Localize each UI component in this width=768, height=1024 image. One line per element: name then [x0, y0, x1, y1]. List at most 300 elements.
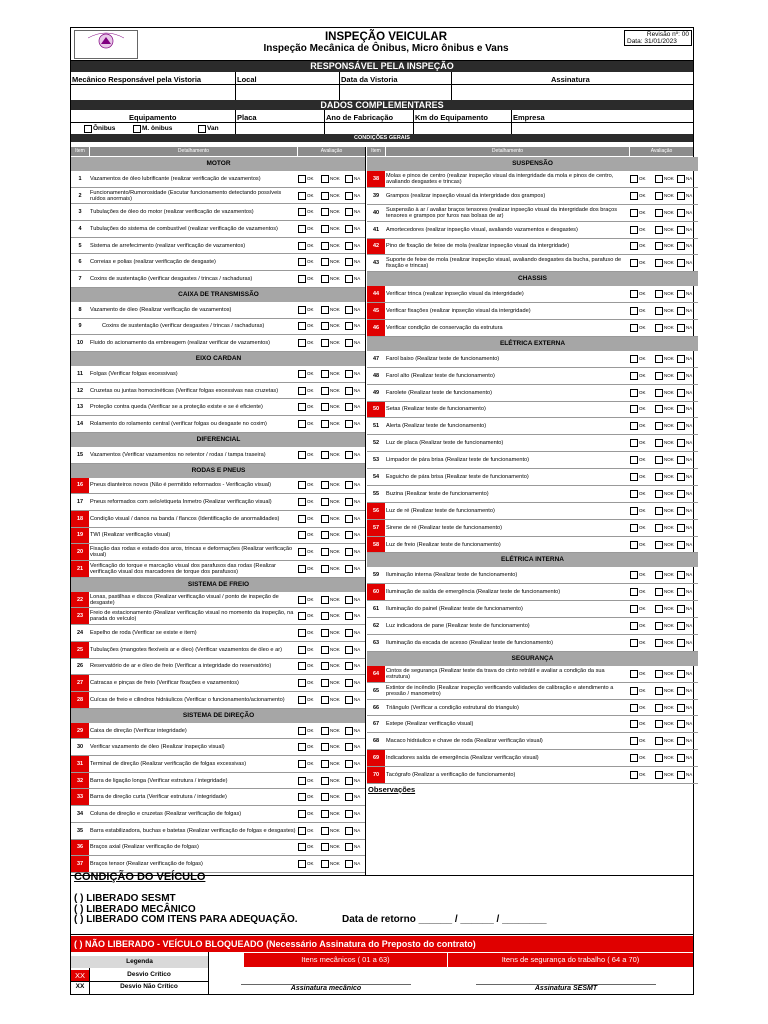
na-checkbox[interactable]: [345, 403, 353, 411]
na-checkbox[interactable]: [345, 662, 353, 670]
ok-checkbox[interactable]: [298, 339, 306, 347]
nok-label: NOK: [664, 755, 674, 761]
item-number: 52: [372, 440, 380, 447]
nok-checkbox[interactable]: [655, 737, 663, 745]
na-checkbox[interactable]: [677, 670, 685, 678]
nok-label: NOK: [330, 744, 340, 750]
ok-checkbox[interactable]: [630, 242, 638, 250]
ok-checkbox[interactable]: [298, 596, 306, 604]
na-checkbox[interactable]: [677, 307, 685, 315]
ok-checkbox[interactable]: [298, 679, 306, 687]
nok-checkbox[interactable]: [321, 596, 329, 604]
checklist-row: [367, 767, 698, 784]
nok-checkbox[interactable]: [655, 372, 663, 380]
ok-label: OK: [307, 630, 314, 635]
evaluation-options: [630, 452, 698, 468]
nok-label: NOK: [664, 639, 674, 645]
nok-label: NOK: [664, 209, 674, 215]
ok-checkbox[interactable]: [630, 737, 638, 745]
na-checkbox[interactable]: [677, 389, 685, 397]
item-number: 60: [367, 584, 385, 600]
na-checkbox[interactable]: [345, 565, 353, 573]
ok-checkbox[interactable]: [298, 696, 306, 704]
na-checkbox[interactable]: [677, 422, 685, 430]
na-checkbox[interactable]: [345, 760, 353, 768]
nok-checkbox[interactable]: [321, 843, 329, 851]
na-label: NA: [354, 646, 361, 652]
ok-checkbox[interactable]: [298, 646, 306, 654]
ok-checkbox[interactable]: [630, 439, 638, 447]
ok-checkbox[interactable]: [298, 306, 306, 314]
ok-checkbox[interactable]: [630, 754, 638, 762]
ok-checkbox[interactable]: [298, 860, 306, 868]
na-checkbox[interactable]: [345, 275, 353, 283]
ok-checkbox[interactable]: [298, 258, 306, 266]
nok-checkbox[interactable]: [655, 473, 663, 481]
ok-label: OK: [307, 482, 314, 488]
nok-checkbox[interactable]: [321, 387, 329, 395]
na-checkbox[interactable]: [677, 754, 685, 762]
van-checkbox[interactable]: [198, 125, 206, 133]
ok-checkbox[interactable]: [630, 290, 638, 298]
legend-noncritical: Desvio Não Crítico: [120, 983, 178, 990]
na-checkbox[interactable]: [677, 704, 685, 712]
nok-checkbox[interactable]: [321, 727, 329, 735]
ok-checkbox[interactable]: [630, 209, 638, 217]
na-checkbox[interactable]: [345, 175, 353, 183]
na-checkbox[interactable]: [677, 687, 685, 695]
na-checkbox[interactable]: [677, 192, 685, 200]
checklist-row: [71, 739, 366, 756]
ok-checkbox[interactable]: [630, 405, 638, 413]
na-checkbox[interactable]: [677, 507, 685, 515]
na-checkbox[interactable]: [345, 339, 353, 347]
na-checkbox[interactable]: [677, 324, 685, 332]
nok-checkbox[interactable]: [655, 704, 663, 712]
nok-checkbox[interactable]: [321, 565, 329, 573]
item-number: 68: [372, 738, 380, 745]
na-checkbox[interactable]: [345, 515, 353, 523]
checklist-row: [71, 416, 366, 433]
item-number: 43: [372, 260, 380, 267]
na-checkbox[interactable]: [345, 696, 353, 704]
na-checkbox[interactable]: [345, 596, 353, 604]
na-checkbox[interactable]: [345, 743, 353, 751]
na-checkbox[interactable]: [345, 225, 353, 233]
nok-label: NOK: [330, 646, 340, 652]
ok-checkbox[interactable]: [630, 524, 638, 532]
nok-checkbox[interactable]: [321, 481, 329, 489]
ok-checkbox[interactable]: [298, 565, 306, 573]
nok-checkbox[interactable]: [321, 322, 329, 330]
nok-checkbox[interactable]: [321, 498, 329, 506]
nok-checkbox[interactable]: [321, 531, 329, 539]
item-description: Molas e pinos de centro (realizar inspeção visual da intergridade da mola e pinos de centro, avaliando desgastes e trincas): [386, 172, 614, 185]
checklist-row: [367, 385, 698, 402]
nok-checkbox[interactable]: [655, 389, 663, 397]
nok-checkbox[interactable]: [655, 605, 663, 613]
ok-checkbox[interactable]: [298, 225, 306, 233]
item-description: Triângulo (Verificar a condição estrutural do triangulo): [386, 704, 519, 711]
na-label: NA: [686, 372, 693, 378]
released-mechanic[interactable]: ( ) LIBERADO MECÂNICO: [74, 904, 196, 915]
na-checkbox[interactable]: [345, 727, 353, 735]
nok-label: NOK: [330, 827, 340, 833]
na-label: NA: [354, 565, 361, 571]
nok-checkbox[interactable]: [655, 422, 663, 430]
evaluation-options: [630, 171, 698, 187]
ok-checkbox[interactable]: [298, 275, 306, 283]
na-checkbox[interactable]: [345, 679, 353, 687]
na-checkbox[interactable]: [677, 175, 685, 183]
ok-checkbox[interactable]: [630, 355, 638, 363]
na-checkbox[interactable]: [677, 439, 685, 447]
nok-checkbox[interactable]: [655, 687, 663, 695]
na-label: NA: [686, 524, 693, 530]
na-checkbox[interactable]: [345, 387, 353, 395]
return-date[interactable]: Data de retorno ______ / ______ / ________: [342, 914, 547, 925]
na-checkbox[interactable]: [345, 629, 353, 637]
ok-checkbox[interactable]: [630, 571, 638, 579]
ok-checkbox[interactable]: [298, 810, 306, 818]
ok-checkbox[interactable]: [298, 760, 306, 768]
nok-checkbox[interactable]: [321, 242, 329, 250]
nok-label: NOK: [664, 226, 674, 232]
ok-checkbox[interactable]: [630, 622, 638, 630]
nok-checkbox[interactable]: [655, 622, 663, 630]
nok-label: NOK: [330, 242, 340, 248]
nok-label: NOK: [664, 541, 674, 547]
mechanic-signature[interactable]: Assinatura mecânico: [290, 985, 362, 992]
na-checkbox[interactable]: [677, 720, 685, 728]
na-checkbox[interactable]: [677, 737, 685, 745]
item-number: 9: [78, 323, 82, 330]
checklist-row: [367, 320, 698, 337]
nok-checkbox[interactable]: [321, 646, 329, 654]
na-checkbox[interactable]: [345, 306, 353, 314]
nok-checkbox[interactable]: [321, 258, 329, 266]
ok-checkbox[interactable]: [298, 531, 306, 539]
nok-checkbox[interactable]: [321, 760, 329, 768]
ok-checkbox[interactable]: [298, 420, 306, 428]
ok-checkbox[interactable]: [630, 507, 638, 515]
ok-label: OK: [639, 243, 646, 249]
na-checkbox[interactable]: [677, 372, 685, 380]
legend-xx-critical: XX: [71, 970, 89, 981]
ok-checkbox[interactable]: [630, 372, 638, 380]
item-number: 65: [372, 687, 380, 694]
nok-checkbox[interactable]: [655, 307, 663, 315]
nok-checkbox[interactable]: [321, 696, 329, 704]
ok-checkbox[interactable]: [298, 827, 306, 835]
ok-checkbox[interactable]: [298, 727, 306, 735]
ok-checkbox[interactable]: [298, 403, 306, 411]
nok-checkbox[interactable]: [655, 507, 663, 515]
ok-checkbox[interactable]: [298, 793, 306, 801]
na-checkbox[interactable]: [677, 541, 685, 549]
na-checkbox[interactable]: [345, 498, 353, 506]
ok-checkbox[interactable]: [298, 743, 306, 751]
na-checkbox[interactable]: [677, 473, 685, 481]
nok-checkbox[interactable]: [321, 225, 329, 233]
plate-label: Placa: [237, 113, 257, 122]
ok-label: OK: [307, 760, 314, 766]
released-with-items[interactable]: ( ) LIBERADO COM ITENS PARA ADEQUAÇÃO.: [74, 914, 298, 925]
na-label: NA: [686, 589, 693, 595]
na-checkbox[interactable]: [345, 420, 353, 428]
ok-checkbox[interactable]: [298, 451, 306, 459]
conditions-bar: CONDIÇÕES GERAIS: [71, 134, 693, 142]
item-number: 58: [367, 537, 385, 553]
na-checkbox[interactable]: [677, 605, 685, 613]
na-checkbox[interactable]: [345, 208, 353, 216]
company-logo: [74, 30, 138, 59]
nok-checkbox[interactable]: [655, 405, 663, 413]
ok-checkbox[interactable]: [630, 259, 638, 267]
nok-checkbox[interactable]: [321, 192, 329, 200]
ok-checkbox[interactable]: [630, 588, 638, 596]
ok-label: OK: [307, 242, 314, 248]
evaluation-options: [630, 286, 698, 302]
ok-checkbox[interactable]: [630, 456, 638, 464]
na-checkbox[interactable]: [345, 531, 353, 539]
nok-checkbox[interactable]: [655, 456, 663, 464]
resp-bar: RESPONSÁVEL PELA INSPEÇÃO: [71, 61, 693, 72]
ok-checkbox[interactable]: [630, 670, 638, 678]
na-checkbox[interactable]: [345, 242, 353, 250]
nok-checkbox[interactable]: [321, 679, 329, 687]
nok-checkbox[interactable]: [655, 720, 663, 728]
na-label: NA: [354, 680, 361, 686]
nok-checkbox[interactable]: [321, 275, 329, 283]
na-checkbox[interactable]: [677, 456, 685, 464]
released-sesmt[interactable]: ( ) LIBERADO SESMT: [74, 893, 176, 904]
ok-checkbox[interactable]: [298, 612, 306, 620]
checklist-row: [71, 238, 366, 255]
na-label: NA: [354, 827, 361, 833]
nok-label: NOK: [330, 663, 340, 669]
not-released-bar[interactable]: ( ) NÃO LIBERADO - VEÍCULO BLOQUEADO (Necessário Assinatura do Preposto do contrato): [71, 936, 693, 952]
evaluation-options: [298, 806, 366, 822]
ok-checkbox[interactable]: [298, 629, 306, 637]
nok-checkbox[interactable]: [655, 588, 663, 596]
nok-checkbox[interactable]: [655, 639, 663, 647]
ok-checkbox[interactable]: [298, 481, 306, 489]
ok-checkbox[interactable]: [298, 777, 306, 785]
na-checkbox[interactable]: [345, 843, 353, 851]
nok-checkbox[interactable]: [321, 793, 329, 801]
na-checkbox[interactable]: [677, 588, 685, 596]
nok-checkbox[interactable]: [655, 771, 663, 779]
na-checkbox[interactable]: [677, 639, 685, 647]
ok-checkbox[interactable]: [630, 720, 638, 728]
item-description: Extintor de incêndio (Realizar inspeção verificando validades de calibração e atendimento a pressão / manometro): [386, 684, 614, 697]
ok-checkbox[interactable]: [298, 515, 306, 523]
nok-checkbox[interactable]: [321, 548, 329, 556]
nok-checkbox[interactable]: [655, 242, 663, 250]
nok-checkbox[interactable]: [655, 670, 663, 678]
ok-checkbox[interactable]: [298, 370, 306, 378]
na-checkbox[interactable]: [345, 810, 353, 818]
na-checkbox[interactable]: [677, 405, 685, 413]
nok-label: NOK: [664, 687, 674, 693]
na-checkbox[interactable]: [345, 481, 353, 489]
evaluation-options: [630, 239, 698, 255]
ok-checkbox[interactable]: [298, 322, 306, 330]
na-label: NA: [686, 457, 693, 463]
micro-bus-checkbox[interactable]: [133, 125, 141, 133]
nok-checkbox[interactable]: [655, 571, 663, 579]
nok-checkbox[interactable]: [655, 324, 663, 332]
nok-checkbox[interactable]: [655, 209, 663, 217]
nok-label: NOK: [330, 420, 340, 426]
nok-checkbox[interactable]: [655, 355, 663, 363]
item-description: Cuícas de freio e cilindros hidráulicos (Verificar o funcionamento/acionamento): [90, 696, 285, 703]
item-number: 47: [372, 355, 380, 362]
na-checkbox[interactable]: [345, 793, 353, 801]
ok-checkbox[interactable]: [298, 175, 306, 183]
nok-checkbox[interactable]: [655, 290, 663, 298]
ok-checkbox[interactable]: [630, 307, 638, 315]
nok-checkbox[interactable]: [655, 175, 663, 183]
ok-checkbox[interactable]: [630, 541, 638, 549]
ok-checkbox[interactable]: [298, 387, 306, 395]
ok-checkbox[interactable]: [298, 498, 306, 506]
na-checkbox[interactable]: [677, 242, 685, 250]
checklist-row: [71, 756, 366, 773]
item-number: 44: [367, 286, 385, 302]
item-number: 18: [71, 511, 89, 527]
right-item-header: Item: [367, 147, 385, 156]
nok-checkbox[interactable]: [321, 175, 329, 183]
na-checkbox[interactable]: [345, 370, 353, 378]
na-checkbox[interactable]: [677, 490, 685, 498]
ok-label: OK: [307, 225, 314, 231]
evaluation-options: [298, 773, 366, 789]
na-checkbox[interactable]: [345, 548, 353, 556]
nok-checkbox[interactable]: [321, 515, 329, 523]
ok-checkbox[interactable]: [630, 687, 638, 695]
nok-label: NOK: [330, 613, 340, 619]
nok-checkbox[interactable]: [321, 662, 329, 670]
item-number: 5: [78, 242, 82, 249]
nok-checkbox[interactable]: [655, 490, 663, 498]
ok-checkbox[interactable]: [298, 548, 306, 556]
ok-checkbox[interactable]: [298, 192, 306, 200]
nok-checkbox[interactable]: [321, 339, 329, 347]
ok-checkbox[interactable]: [630, 704, 638, 712]
na-checkbox[interactable]: [345, 612, 353, 620]
nok-checkbox[interactable]: [655, 524, 663, 532]
ok-checkbox[interactable]: [630, 226, 638, 234]
ok-checkbox[interactable]: [298, 843, 306, 851]
item-description: Verificar fixações (realizar inpseção visual da intergridade): [386, 308, 531, 315]
ok-checkbox[interactable]: [298, 208, 306, 216]
ok-checkbox[interactable]: [630, 639, 638, 647]
na-checkbox[interactable]: [677, 622, 685, 630]
na-label: NA: [686, 291, 693, 297]
checklist-row: [71, 478, 366, 495]
item-number: 55: [372, 490, 380, 497]
nok-checkbox[interactable]: [321, 743, 329, 751]
na-checkbox[interactable]: [677, 571, 685, 579]
nok-checkbox[interactable]: [655, 754, 663, 762]
ok-checkbox[interactable]: [630, 389, 638, 397]
ok-checkbox[interactable]: [298, 662, 306, 670]
evaluation-options: [630, 635, 698, 651]
nok-checkbox[interactable]: [321, 208, 329, 216]
item-description: Barra de direção curta (Verificar estrutura / integridade): [90, 794, 227, 801]
na-checkbox[interactable]: [677, 226, 685, 234]
na-checkbox[interactable]: [677, 524, 685, 532]
item-description: Coluna de direção e cruzetas (Realizar verificação de folgas): [90, 811, 242, 818]
nok-checkbox[interactable]: [321, 403, 329, 411]
nok-checkbox[interactable]: [321, 827, 329, 835]
na-checkbox[interactable]: [345, 322, 353, 330]
ok-checkbox[interactable]: [298, 242, 306, 250]
ok-label: OK: [307, 861, 314, 867]
ok-checkbox[interactable]: [630, 771, 638, 779]
sesmt-signature[interactable]: Assinatura SESMT: [534, 985, 598, 992]
na-checkbox[interactable]: [677, 259, 685, 267]
na-checkbox[interactable]: [345, 777, 353, 785]
item-description: Farol alto (Realizar teste de funcionamento): [386, 372, 495, 379]
na-checkbox[interactable]: [677, 209, 685, 217]
ok-checkbox[interactable]: [630, 422, 638, 430]
na-checkbox[interactable]: [345, 258, 353, 266]
item-description: Farol baixo (Realizar teste de funcionamento): [386, 355, 500, 362]
item-description: Pneus dianteiros novos (Não é permitido reformados - Verificação visual): [90, 482, 271, 489]
na-checkbox[interactable]: [677, 290, 685, 298]
nok-checkbox[interactable]: [321, 306, 329, 314]
nok-checkbox[interactable]: [655, 226, 663, 234]
checklist-row: [71, 625, 366, 642]
na-label: NA: [354, 727, 361, 733]
na-checkbox[interactable]: [345, 451, 353, 459]
nok-checkbox[interactable]: [321, 451, 329, 459]
nok-checkbox[interactable]: [321, 420, 329, 428]
na-checkbox[interactable]: [677, 355, 685, 363]
ok-checkbox[interactable]: [630, 192, 638, 200]
ok-checkbox[interactable]: [630, 473, 638, 481]
nok-checkbox[interactable]: [321, 612, 329, 620]
checklist-row: [367, 486, 698, 503]
nok-checkbox[interactable]: [655, 192, 663, 200]
item-number: 20: [71, 544, 89, 560]
bus-checkbox[interactable]: [84, 125, 92, 133]
ok-checkbox[interactable]: [630, 490, 638, 498]
na-checkbox[interactable]: [345, 860, 353, 868]
checklist-row: [367, 635, 698, 652]
na-checkbox[interactable]: [677, 771, 685, 779]
evaluation-options: [630, 435, 698, 451]
na-checkbox[interactable]: [345, 192, 353, 200]
nok-checkbox[interactable]: [321, 629, 329, 637]
nok-checkbox[interactable]: [321, 810, 329, 818]
nok-checkbox[interactable]: [655, 259, 663, 267]
na-checkbox[interactable]: [345, 827, 353, 835]
ok-checkbox[interactable]: [630, 175, 638, 183]
nok-checkbox[interactable]: [321, 370, 329, 378]
na-checkbox[interactable]: [345, 646, 353, 654]
observations-label: Observações: [368, 785, 416, 794]
nok-checkbox[interactable]: [655, 439, 663, 447]
nok-checkbox[interactable]: [321, 777, 329, 785]
ok-checkbox[interactable]: [630, 324, 638, 332]
nok-checkbox[interactable]: [321, 860, 329, 868]
nok-checkbox[interactable]: [655, 541, 663, 549]
ok-checkbox[interactable]: [630, 605, 638, 613]
